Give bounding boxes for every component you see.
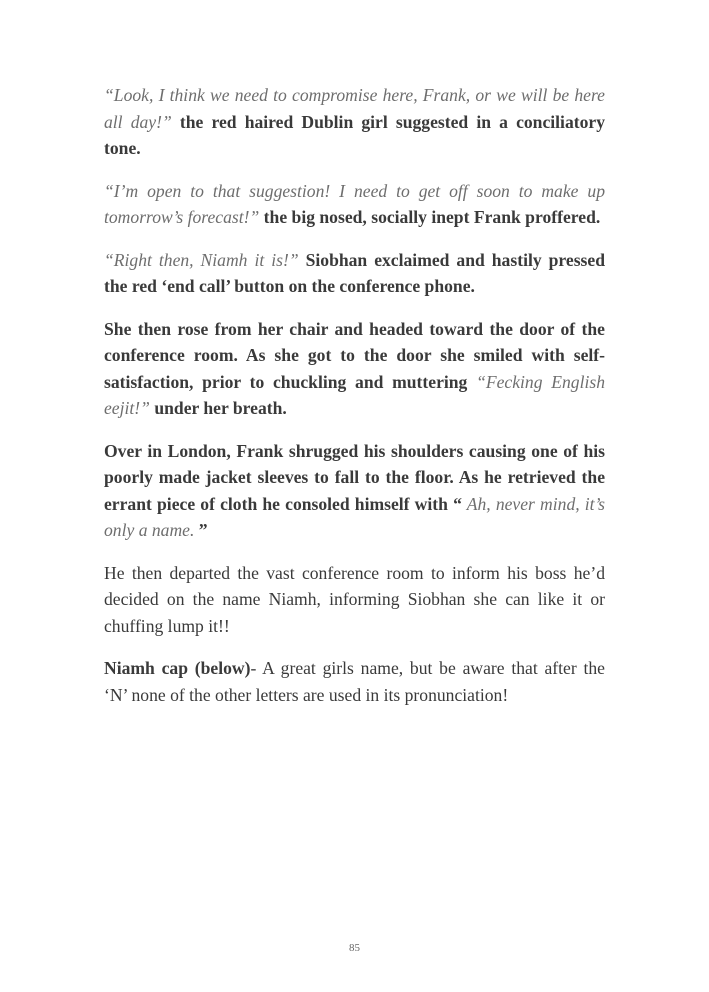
dialogue-quote: “Look, I think we need to compromise here, Frank, or we will be here all day!” (104, 85, 605, 132)
caption-label: Niamh cap (below) (104, 658, 251, 678)
paragraph-3 (104, 247, 605, 300)
narration-text: She then rose from her chair and headed toward the door of the conference room. As she got to the door she smiled with self-satisfaction, prior to chuckling and muttering (104, 318, 605, 392)
paragraph-6: He then departed the vast conference room to inform his boss he’d decided on the name Niamh, informing Siobhan she can like it or chuffing lump it!! (104, 562, 605, 636)
narration-text: the big nosed, socially inept Frank proffered. (259, 207, 601, 227)
caption-text: - A great girls name, but be aware that after the ‘N’ none of the other letters are used in its pronunciation! (104, 658, 605, 705)
paragraph-4 (104, 316, 605, 422)
dialogue-quote: “Fecking English eejit!” (104, 371, 605, 418)
paragraph-5 (104, 438, 605, 544)
narration-text-end: ” (198, 520, 208, 540)
narration-text-end: under her breath. (149, 398, 287, 418)
paragraph-1 (104, 82, 605, 162)
narration-text: the red haired Dublin girl suggested in a conciliatory tone. (104, 111, 605, 158)
dialogue-quote: Ah, never mind, it’s only a name. (104, 493, 606, 540)
narration-text: Siobhan exclaimed and hastily pressed the red ‘end call’ button on the conference phone. (104, 249, 605, 296)
narration-text: Over in London, Frank shrugged his shoulders causing one of his poorly made jacket sleeves to fall to the floor. As he retrieved the errant piece of cloth he consoled himself with “ (104, 440, 605, 514)
page-number: 85 (349, 942, 360, 954)
paragraph-7 (104, 655, 605, 708)
dialogue-quote: “Right then, Niamh it is!” (104, 249, 299, 270)
paragraph-2 (104, 178, 605, 231)
dialogue-quote: “I’m open to that suggestion! I need to get off soon to make up tomorrow’s forecast!” (104, 180, 605, 227)
page-body (104, 82, 605, 724)
